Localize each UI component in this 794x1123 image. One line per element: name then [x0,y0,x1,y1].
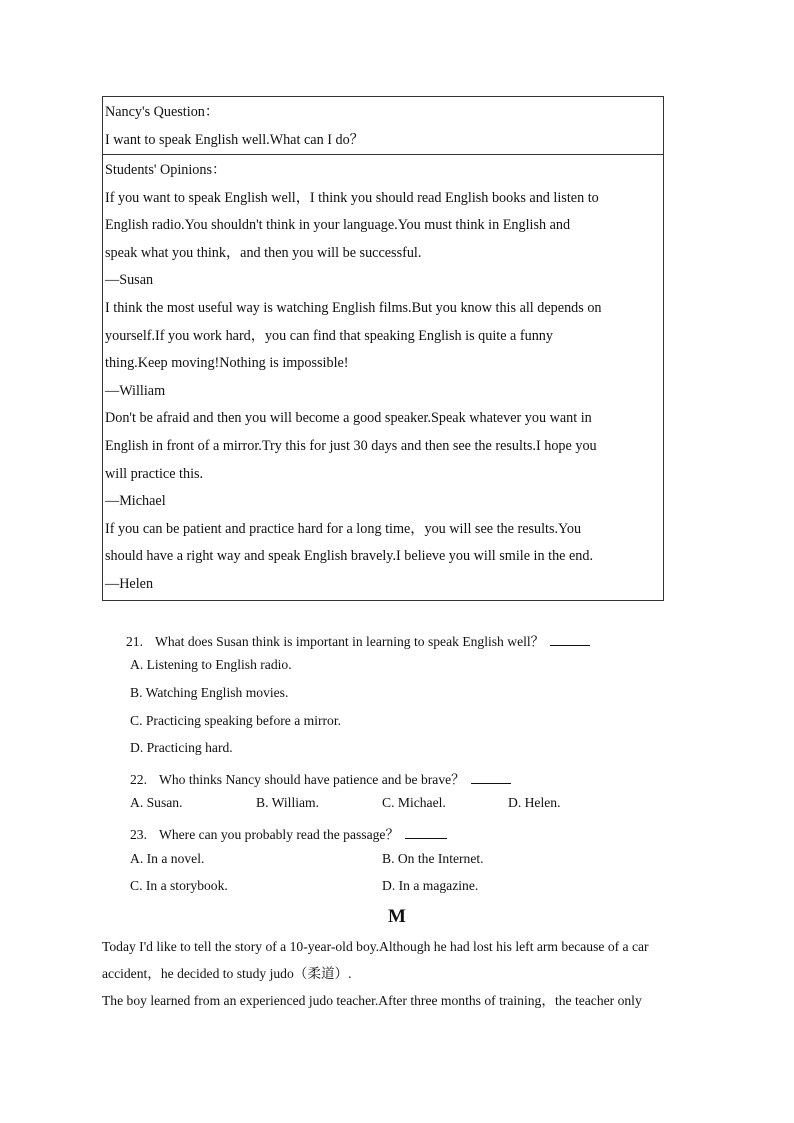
option-a: A. In a novel. [130,851,205,866]
passage-line: accident，he decided to study judo（柔道）. [102,966,352,981]
option-b: B. Watching English movies. [130,685,289,700]
opinion-line: English in front of a mirror.Try this for just 30 days and then see the results.I hope you [105,437,597,454]
question-text: I want to speak English well.What can I do？ [105,131,364,148]
opinion-author: —Susan [105,272,154,289]
passage-paragraph-1 [102,933,668,987]
opinion-line: English radio.You shouldn't think in your language.You must think in English and [105,217,571,234]
opinion-line: thing.Keep moving!Nothing is impossible! [105,355,349,372]
option-d: D. Practicing hard. [130,740,233,755]
question-stem: What does Susan think is important in learning to speak English well？ [155,634,545,649]
question-stem: Who thinks Nancy should have patience and be brave？ [159,772,465,787]
question-number: 21. [126,634,143,649]
answer-blank[interactable] [471,782,511,784]
question-box [102,96,664,155]
question-23 [130,823,447,843]
opinion-line: Don't be afraid and then you will become a good speaker.Speak whatever you want in [105,410,592,427]
option-b: B. William. [256,795,320,810]
question-21 [126,630,590,650]
option-c: C. In a storybook. [130,878,228,893]
option-c: C. Michael. [382,795,446,810]
opinion-line: If you want to speak English well，I think you should read English books and listen to [105,189,599,206]
question-number: 22. [130,772,147,787]
option-b: B. On the Internet. [382,851,484,866]
option-a: A. Susan. [130,795,183,810]
opinion-line: If you can be patient and practice hard for a long time，you will see the results.You [105,520,582,537]
opinions-box [102,155,664,601]
question-stem: Where can you probably read the passage？ [159,827,400,842]
opinion-author: —William [105,382,166,399]
opinion-line: I think the most useful way is watching English films.But you know this all depends on [105,299,602,316]
answer-blank[interactable] [405,837,447,839]
option-d: D. Helen. [508,795,561,810]
opinion-author: —Helen [105,575,154,592]
question-header: Nancy's Question： [105,104,220,120]
option-d: D. In a magazine. [382,878,479,893]
answer-blank[interactable] [550,644,590,646]
question-22 [130,768,511,788]
opinion-line: yourself.If you work hard，you can find that speaking English is quite a funny [105,327,553,344]
option-c: C. Practicing speaking before a mirror. [130,713,342,728]
opinion-line: should have a right way and speak English bravely.I believe you will smile in the end. [105,548,594,565]
section-title: M [388,906,406,927]
opinions-header: Students' Opinions： [105,162,227,178]
option-a: A. Listening to English radio. [130,657,292,672]
opinion-line: speak what you think，and then you will be successful. [105,244,422,261]
opinion-line: will practice this. [105,465,204,482]
passage-paragraph-2 [102,987,668,1014]
opinion-author: —Michael [105,493,166,510]
passage-line: The boy learned from an experienced judo teacher.After three months of training，the teacher only [102,993,642,1008]
question-number: 23. [130,827,147,842]
passage-line: Today I'd like to tell the story of a 10-year-old boy.Although he had lost his left arm because of a car [102,939,649,954]
